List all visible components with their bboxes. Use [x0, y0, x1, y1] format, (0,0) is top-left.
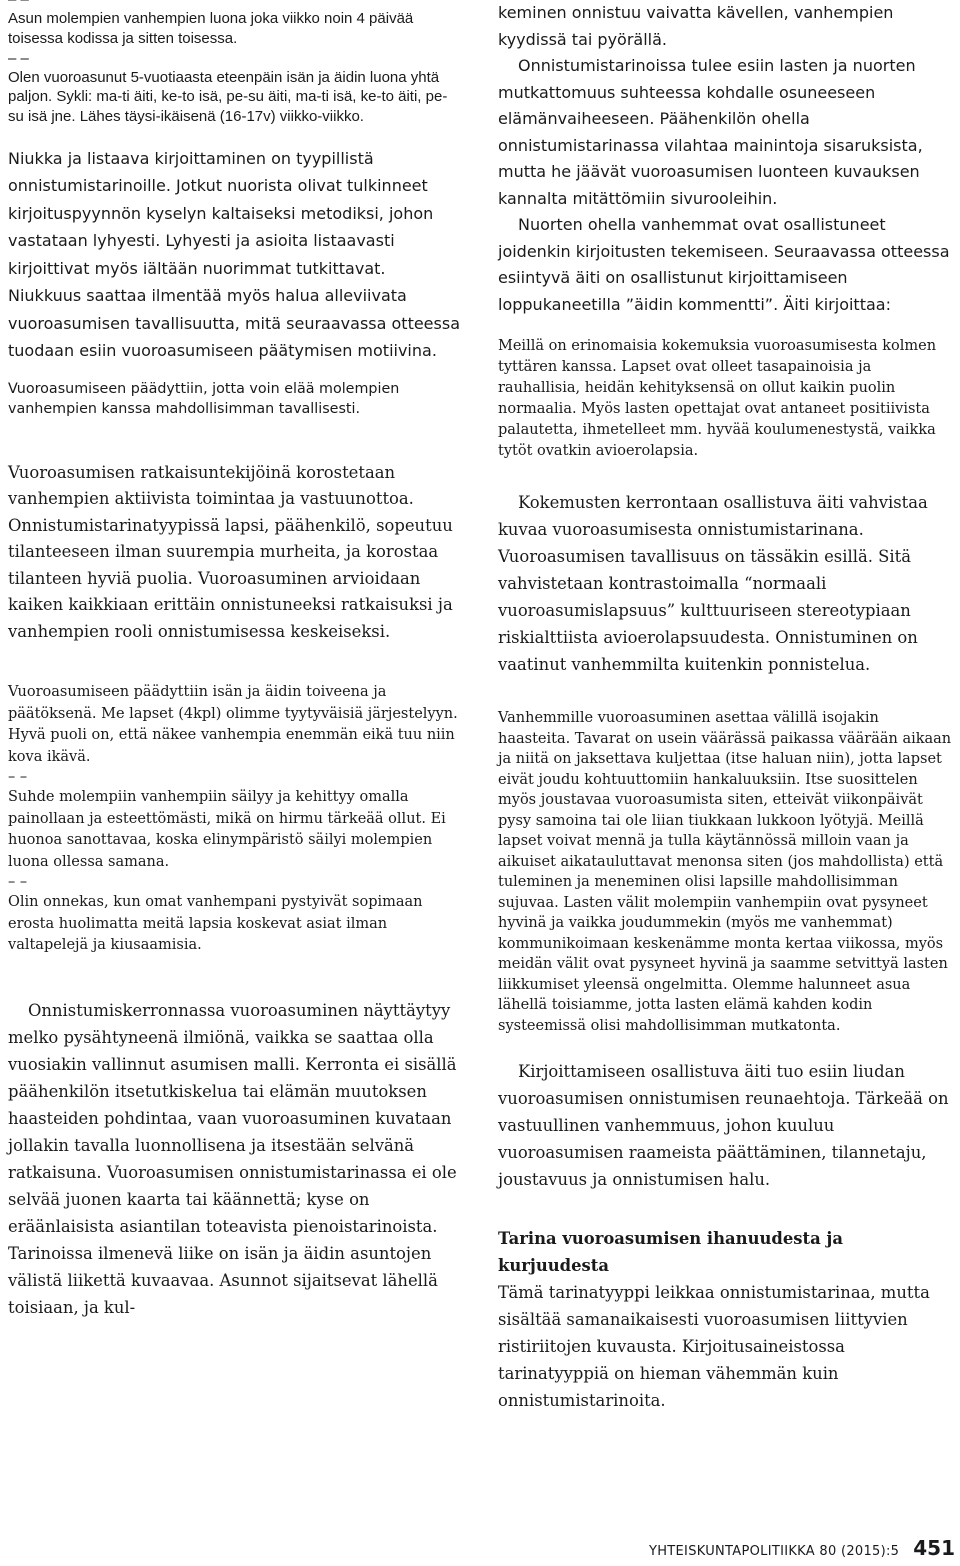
- body-text: Vuoroasumisen ratkaisuntekijöinä korostetaan vanhempien aktiivista toimintaa ja vastuunottoa. Onnistumistarinatyypissä lapsi, päähenkilö, sopeutuu tilanteeseen ilman suurempia murheita, ja korostaa tilanteen hyviä puolia. Vuoroasuminen arvioidaan kaiken kaikkiaan erittäin onnistuneeksi ratkaisuksi ja vanhempien rooli onnistumisessa keskeiseksi.: [8, 462, 453, 641]
- left-column: [8, 0, 463, 1321]
- quote-paragraph: Olin onnekas, kun omat vanhempani pystyivät sopimaan erosta huolimatta meitä lapsia koskevat asiat ilman valtapelejä ja kiusaamisia.: [8, 894, 423, 954]
- body-paragraph-r2: [498, 489, 953, 678]
- page-number: 451: [913, 1536, 955, 1560]
- journal-name: YHTEISKUNTAPOLITIIKKA 80 (2015):5: [648, 1544, 900, 1559]
- section-heading: Tarina vuoroasumisen ihanuudesta ja kurjuudesta: [498, 1229, 843, 1275]
- quote-paragraph: Asun molempien vanhempien luona joka viikko noin 4 päivää toisessa kodissa ja sitten toisessa.: [8, 10, 414, 47]
- dash-separator: [8, 0, 463, 9]
- body-paragraph-3: [8, 997, 463, 1321]
- body-text: Onnistumistarinoissa tulee esiin lasten ja nuorten mutkattomuus suhteessa kohdalle osuneeseen elämänvaiheeseen. Päähenkilön ohella onnistumistarinassa vilahtaa mainintoja sisaruksista, mutta he jäävät vuoroasumisen luonteen kuvauksen kannalta mitättömiin sivurooleihin.: [498, 56, 923, 208]
- quote-paragraph: Vuoroasumiseen päädyttiin, jotta voin elää molempien vanhempien kanssa mahdollisimman tavallisesti.: [8, 380, 400, 417]
- right-column: [498, 0, 953, 1414]
- body-paragraph-r1: [498, 0, 953, 318]
- quote-paragraph: Olen vuoroasunut 5-vuotiaasta eteenpäin isän ja äidin luona yhtä paljon. Sykli: ma-ti äiti, ke-to isä, pe-su äiti, ma-ti isä, ke-to äiti, pe-su isä jne. Lähes täysi-ikäisenä (16-17v) viikko-viikko.: [8, 68, 448, 126]
- body-text: Kokemusten kerrontaan osallistuva äiti vahvistaa kuvaa vuoroasumisesta onnistumistarinana. Vuoroasumisen tavallisuus on tässäkin esillä. Sitä vahvistetaan kontrastoimalla “normaali vuoroasumislapsuus” kulttuuriseen stereotypiaan riskialttiista avioerolapsuudesta. Onnistuminen on vaatinut vanhemmilta kuitenkin ponnistelua.: [498, 493, 928, 674]
- section: [498, 1225, 953, 1414]
- quote-paragraph: Vuoroasumiseen päädyttiin isän ja äidin toiveena ja päätöksenä. Me lapset (4kpl) olimme tyytyväisiä järjestelyyn. Hyvä puoli on, että näkee vanhempia enemmän eikä tuu niin kova ikävä.: [8, 684, 458, 765]
- body-text: Nuorten ohella vanhemmat ovat osallistuneet joidenkin kirjoitusten tekemiseen. Seuraavassa otteessa esiintyvä äiti on osallistunut kirjoittamiseen loppukaneetilla ”äidin kommentti”. Äiti kirjoittaa:: [498, 215, 950, 314]
- body-paragraph-1: [8, 145, 463, 365]
- quote-paragraph: Meillä on erinomaisia kokemuksia vuoroasumisesta kolmen tyttären kanssa. Lapset ovat olleet tasapainoisia ja rauhallisia, heidän kehityksensä on ollut kaikin puolin normaalia. Myös lasten opettajat ovat antaneet positiivista palautetta, ihmetelleet mm. hyvää koulumenestystä, vaikka tytöt ovatkin avioerolapsia.: [498, 338, 937, 459]
- body-text: Kirjoittamiseen osallistuva äiti tuo esiin liudan vuoroasumisen onnistumisen reunaehtoja. Tärkeää on vastuullinen vanhemmuus, johon kuuluu vuoroasumisen raameista päättäminen, tilannetaju, joustavuus ja onnistumisen halu.: [498, 1062, 949, 1189]
- quote-block-2: [8, 380, 463, 420]
- page-footer: [560, 1536, 955, 1560]
- dash-separator: – –: [8, 874, 28, 891]
- quote-block-1: [8, 0, 463, 127]
- quote-block-3: [8, 682, 463, 957]
- body-paragraph-r3: [498, 1058, 953, 1193]
- body-text: keminen onnistuu vaivatta kävellen, vanhempien kyydissä tai pyörällä.: [498, 3, 894, 49]
- quote-paragraph: Suhde molempiin vanhempiin säilyy ja kehittyy omalla painollaan ja esteettömästi, mikä on hirmu tärkeää ollut. Ei huonoa sanottavaa, koska elinympäristö säilyi molempien luona ollessa samana.: [8, 789, 446, 870]
- body-text: Niukka ja listaava kirjoittaminen on tyypillistä onnistumistarinoille. Jotkut nuorista olivat tulkinneet kirjoituspyynnön kyselyn kaltaiseksi metodiksi, johon vastataan lyhyesti. Lyhyesti ja asioita listaavasti kirjoittivat myös iältään nuorimmat tutkittavat. Niukkuus saattaa ilmentää myös halua alleviivata vuoroasumisen tavallisuutta, mitä seuraavassa otteessa tuodaan esiin vuoroasumiseen päätymisen motiivina.: [8, 148, 460, 361]
- body-text: Onnistumiskerronnassa vuoroasuminen näyttäytyy melko pysähtyneenä ilmiönä, vaikka se saattaa olla vuosiakin vallinnut asumisen malli. Kerronta ei sisällä päähenkilön itsetutkiskelua tai elämän muutoksen haasteiden pohdintaa, vaan vuoroasuminen kuvataan jollakin tavalla luonnollisena ja itsestään selvänä ratkaisuna. Vuoroasumisen onnistumistarinassa ei ole selvää juonen kaarta tai käännettä; kyse on eräänlaisista asiantilan toteavista pienoistarinoista. Tarinoissa ilmenevä liike on isän ja äidin asuntojen välistä liikettä kuvaavaa. Asunnot sijaitsevat lähellä toisiaan, ja kul-: [8, 1000, 457, 1317]
- quote-paragraph: Vanhemmille vuoroasuminen asettaa välillä isojakin haasteita. Tavarat on usein väärässä paikassa väärään aikaan ja niitä on jaksettava kuljettaa (itse haluan niin), jotta lapset eivät joudu kohtuuttomiin hankaluuksiin. Itse suosittelen myös joustavaa vuoroasumista siten, etteivät viikonpäivät pysy samoina tai ole liian tiukkaan lukkoon lyötyjä. Meillä lapset voivat mennä ja tulla käytännössä milloin vaan ja aikuiset aikatauluttavat menonsa siten (jos mahdollista) että tuleminen ja meneminen olisi lapsille mahdollisimman sujuvaa. Lasten välit molempiin vanhempiin ovat pysyneet hyvinä ja vaikka joudummekin (myös me vanhemmat) kommunikoimaan keskenämme monta kertaa viikossa, myös meidän välit ovat pysyneet hyvinä ja saamme setvittyä lasten liikkumiset yleensä ongelmitta. Olemme halunneet asua lähellä toisiamme, jotta lasten elämä kahden kodin systeemissä olisi mahdollisimman mutkatonta.: [498, 710, 952, 1034]
- body-paragraph-2: [8, 460, 463, 646]
- quote-block-r1: [498, 336, 953, 462]
- dash-separator: – –: [8, 49, 29, 67]
- body-text: Tämä tarinatyyppi leikkaa onnistumistarinaa, mutta sisältää samanaikaisesti vuoroasumisen liittyvien ristiriitojen kuvausta. Kirjoitusaineistossa tarinatyyppiä on hieman vähemmän kuin onnistumistarinoita.: [498, 1283, 930, 1410]
- dash-separator: – –: [8, 769, 28, 786]
- quote-block-r2: [498, 708, 953, 1036]
